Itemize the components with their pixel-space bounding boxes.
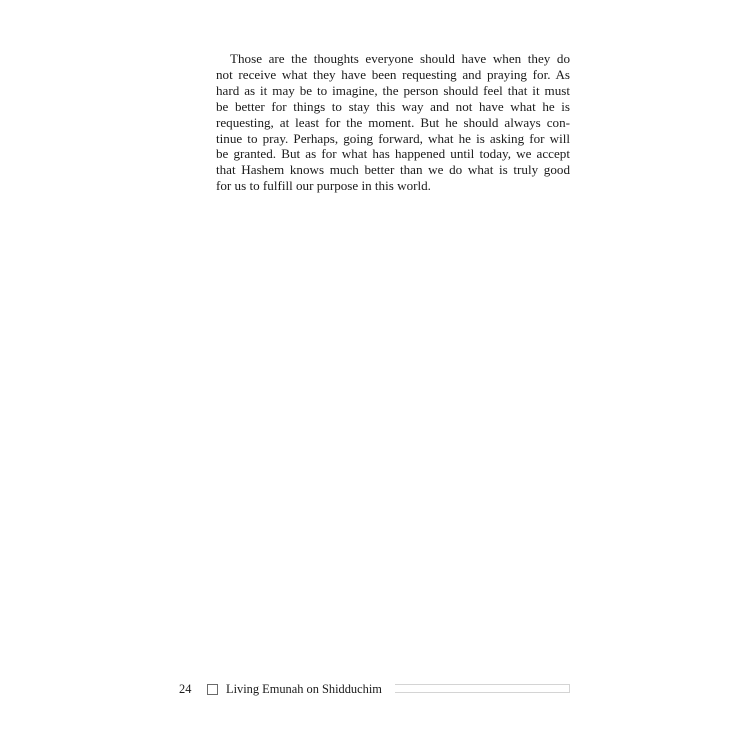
paragraph-line: Those are the thoughts everyone should have when they do [230,51,570,66]
paragraph-line: that Hashem knows much better than we do what is truly good [216,162,570,178]
paragraph-line: requesting, at least for the moment. But he should always con- [216,114,570,130]
running-title: Living Emunah on Shidduchim [226,682,382,696]
paragraph-line: be better for things to stay this way and not have what he is [216,98,570,114]
footer-rule-bar [395,684,570,693]
paragraph-line: not receive what they have been requesting and praying for. As [216,66,570,82]
paragraph-line: tinue to pray. Perhaps, going forward, what he is asking for will [216,130,570,146]
body-paragraph [216,51,570,194]
paragraph-line: for us to fulfill our purpose in this world. [216,178,431,194]
paragraph-line: be granted. But as for what has happened until today, we accept [216,146,570,162]
page-footer [179,682,570,696]
paragraph-line: hard as it may be to imagine, the person should feel that it must [216,82,570,98]
page-number: 24 [179,682,192,696]
footer-square-ornament [207,684,218,695]
